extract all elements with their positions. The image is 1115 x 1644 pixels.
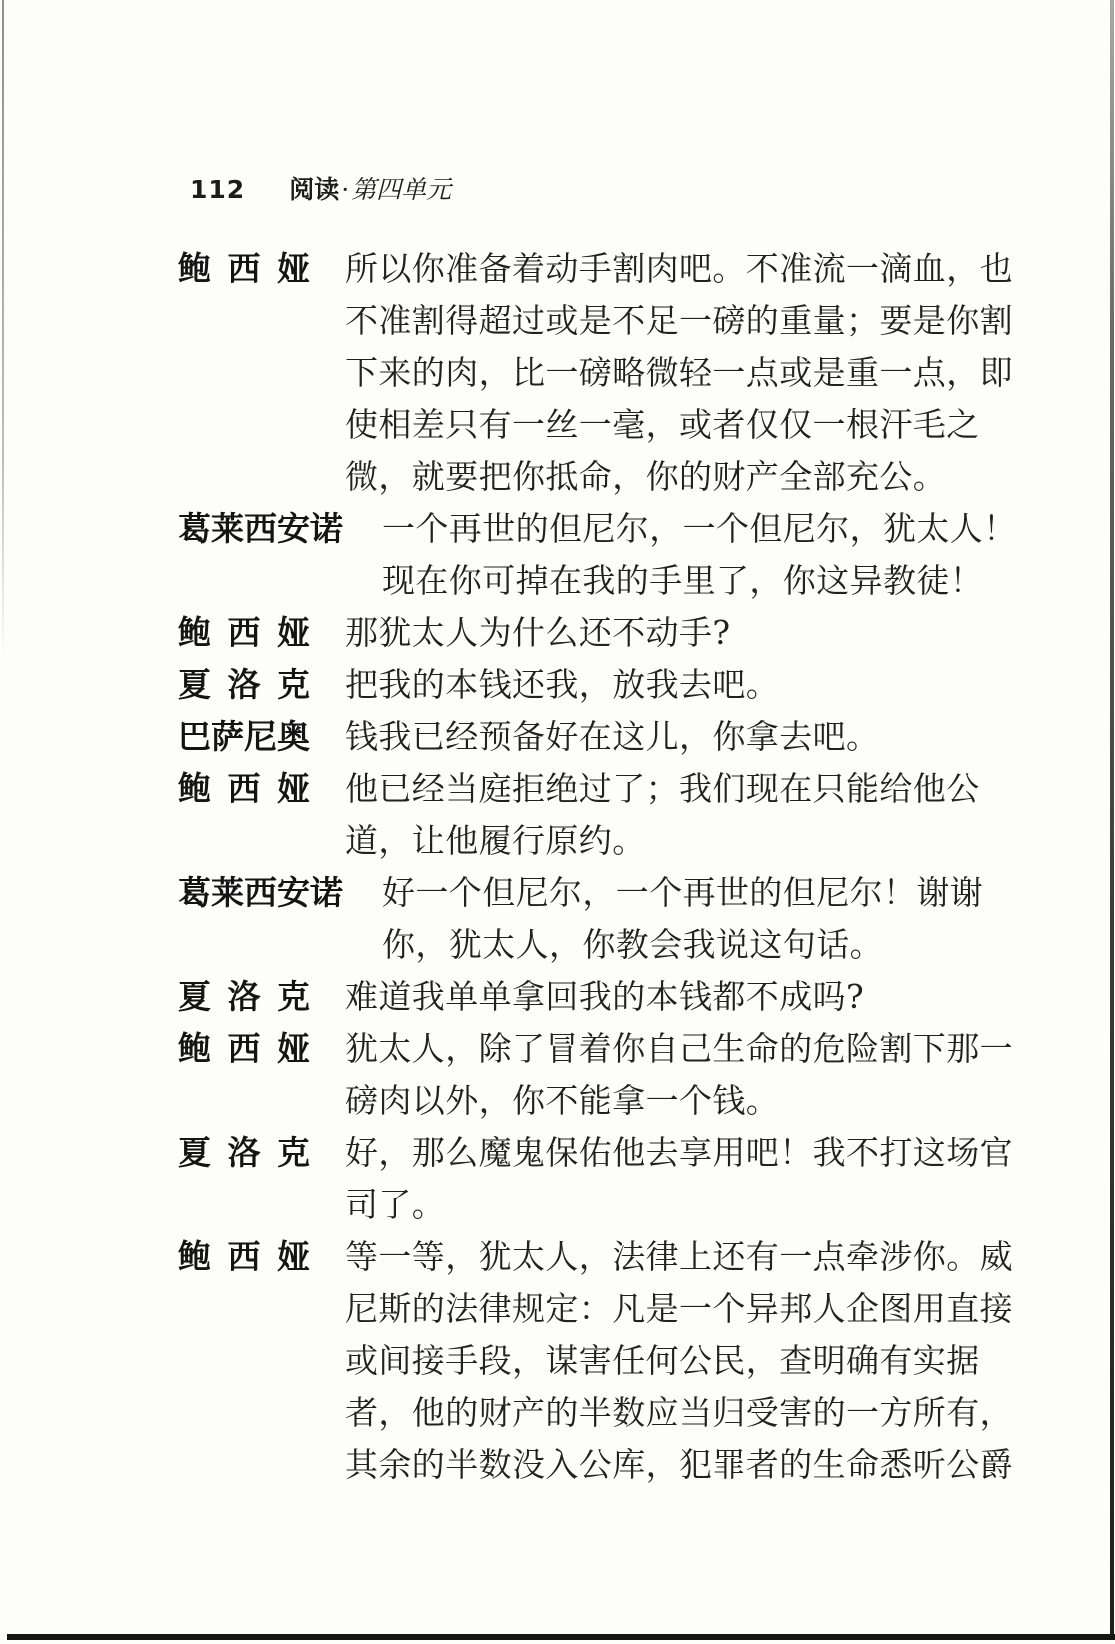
- speaker-char: 西: [244, 509, 277, 548]
- speech-line: 你，犹太人，你教会我说这句话。: [382, 925, 883, 964]
- speaker-name: [178, 711, 310, 763]
- running-head: [289, 170, 451, 206]
- speech-line: 微，就要把你抵命，你的财产全部充公。: [345, 457, 947, 496]
- scan-right-edge-shadow: [1110, 0, 1114, 1640]
- speaker-char: 安: [277, 873, 310, 912]
- speaker-char: 安: [277, 509, 310, 548]
- speech-lines: [345, 1127, 1013, 1231]
- speaker-name: [178, 607, 310, 659]
- speech-line: 那犹太人为什么还不动手?: [345, 613, 731, 652]
- running-head-unit: 第四单元: [351, 175, 452, 204]
- speech-lines: [345, 659, 779, 711]
- speaker-name: [178, 503, 343, 555]
- speaker-char: 诺: [310, 509, 343, 548]
- speaker-char: 夏: [178, 665, 211, 704]
- speaker-char: 西: [227, 769, 261, 808]
- speech-line: 司了。: [345, 1185, 446, 1224]
- speaker-name: [178, 1231, 310, 1283]
- speaker-char: 莱: [211, 873, 244, 912]
- speech-line: 把我的本钱还我，放我去吧。: [345, 665, 780, 704]
- speaker-char: 西: [227, 1029, 261, 1068]
- dialogue-entry: [178, 763, 1017, 867]
- running-head-section: 阅读: [289, 175, 340, 204]
- speech-line: 一个再世的但尼尔，一个但尼尔，犹太人！: [382, 509, 1017, 548]
- speech-line: 者，他的财产的半数应当归受害的一方所有，: [345, 1393, 1013, 1432]
- speaker-name: [178, 867, 343, 919]
- speech-line: 磅肉以外，你不能拿一个钱。: [345, 1081, 780, 1120]
- dialogue-list: [178, 243, 1017, 1491]
- speech-line: 或间接手段，谋害任何公民，查明确有实据: [345, 1341, 980, 1380]
- speaker-char: 克: [277, 1133, 310, 1172]
- dialogue-entry: [178, 711, 1017, 763]
- page-number: 112: [190, 175, 246, 204]
- speaker-char: 葛: [178, 509, 211, 548]
- speech-line: 好，那么魔鬼保佑他去享用吧！我不打这场官: [345, 1133, 1013, 1172]
- speech-line: 尼斯的法律规定：凡是一个异邦人企图用直接: [345, 1289, 1013, 1328]
- speaker-char: 莱: [211, 509, 244, 548]
- speech-lines: [345, 1231, 1013, 1491]
- speaker-name: [178, 243, 310, 295]
- speaker-char: 巴: [178, 717, 211, 756]
- speaker-char: 鲍: [178, 769, 211, 808]
- speaker-char: 娅: [277, 1237, 310, 1276]
- speech-lines: [345, 971, 864, 1023]
- speaker-char: 娅: [277, 1029, 310, 1068]
- speech-line: 现在你可掉在我的手里了，你这异教徒！: [382, 561, 984, 600]
- speech-line: 道，让他履行原约。: [345, 821, 646, 860]
- speech-lines: [345, 1023, 1013, 1127]
- speaker-char: 鲍: [178, 1029, 211, 1068]
- speech-lines: [345, 711, 879, 763]
- speech-line: 好一个但尼尔，一个再世的但尼尔！谢谢: [382, 873, 984, 912]
- speech-line: 难道我单单拿回我的本钱都不成吗?: [345, 977, 865, 1016]
- speaker-char: 奥: [277, 717, 310, 756]
- speaker-name: [178, 1127, 310, 1179]
- speaker-char: 洛: [227, 1133, 261, 1172]
- speaker-char: 葛: [178, 873, 211, 912]
- speech-line: 他已经当庭拒绝过了；我们现在只能给他公: [345, 769, 980, 808]
- speaker-name: [178, 971, 310, 1023]
- dialogue-entry: [178, 867, 1017, 971]
- dialogue-entry: [178, 243, 1017, 503]
- speaker-char: 娅: [277, 249, 310, 288]
- speaker-char: 西: [244, 873, 277, 912]
- speech-line: 其余的半数没入公库，犯罪者的生命悉听公爵: [345, 1445, 1013, 1484]
- dialogue-entry: [178, 607, 1017, 659]
- running-head-separator: ·: [341, 175, 350, 204]
- speech-line: 不准割得超过或是不足一磅的重量；要是你割: [345, 301, 1013, 340]
- speaker-char: 克: [277, 977, 310, 1016]
- speech-line: 犹太人，除了冒着你自己生命的危险割下那一: [345, 1029, 1013, 1068]
- speaker-name: [178, 1023, 310, 1075]
- speaker-char: 洛: [227, 977, 261, 1016]
- speech-line: 等一等，犹太人，法律上还有一点牵涉你。威: [345, 1237, 1013, 1276]
- speaker-char: 西: [227, 613, 261, 652]
- dialogue-entry: [178, 971, 1017, 1023]
- speaker-char: 尼: [244, 717, 277, 756]
- speaker-char: 鲍: [178, 613, 211, 652]
- speaker-char: 鲍: [178, 1237, 211, 1276]
- speech-lines: [345, 763, 980, 867]
- dialogue-entry: [178, 659, 1017, 711]
- speaker-char: 西: [227, 1237, 261, 1276]
- speaker-char: 诺: [310, 873, 343, 912]
- speaker-char: 娅: [277, 769, 310, 808]
- dialogue-entry: [178, 1127, 1017, 1231]
- speech-line: 下来的肉，比一磅略微轻一点或是重一点，即: [345, 353, 1013, 392]
- speaker-char: 克: [277, 665, 310, 704]
- speaker-char: 夏: [178, 1133, 211, 1172]
- speech-lines: [345, 243, 1013, 503]
- speech-line: 所以你准备着动手割肉吧。不准流一滴血，也: [345, 249, 1013, 288]
- dialogue-entry: [178, 1023, 1017, 1127]
- speaker-char: 洛: [227, 665, 261, 704]
- speaker-char: 夏: [178, 977, 211, 1016]
- dialogue-entry: [178, 503, 1017, 607]
- speech-line: 钱我已经预备好在这儿，你拿去吧。: [345, 717, 880, 756]
- scan-bottom-edge-shadow: [7, 1634, 1115, 1640]
- speaker-char: 娅: [277, 613, 310, 652]
- page-header: [190, 170, 451, 206]
- speaker-name: [178, 659, 310, 711]
- speaker-char: 萨: [211, 717, 244, 756]
- speaker-name: [178, 763, 310, 815]
- speaker-char: 西: [227, 249, 261, 288]
- speech-lines: [382, 503, 1017, 607]
- speaker-char: 鲍: [178, 249, 211, 288]
- scan-left-edge-line: [2, 0, 4, 660]
- dialogue-entry: [178, 1231, 1017, 1491]
- speech-lines: [345, 607, 731, 659]
- speech-lines: [382, 867, 983, 971]
- speech-line: 使相差只有一丝一毫，或者仅仅一根汗毛之: [345, 405, 980, 444]
